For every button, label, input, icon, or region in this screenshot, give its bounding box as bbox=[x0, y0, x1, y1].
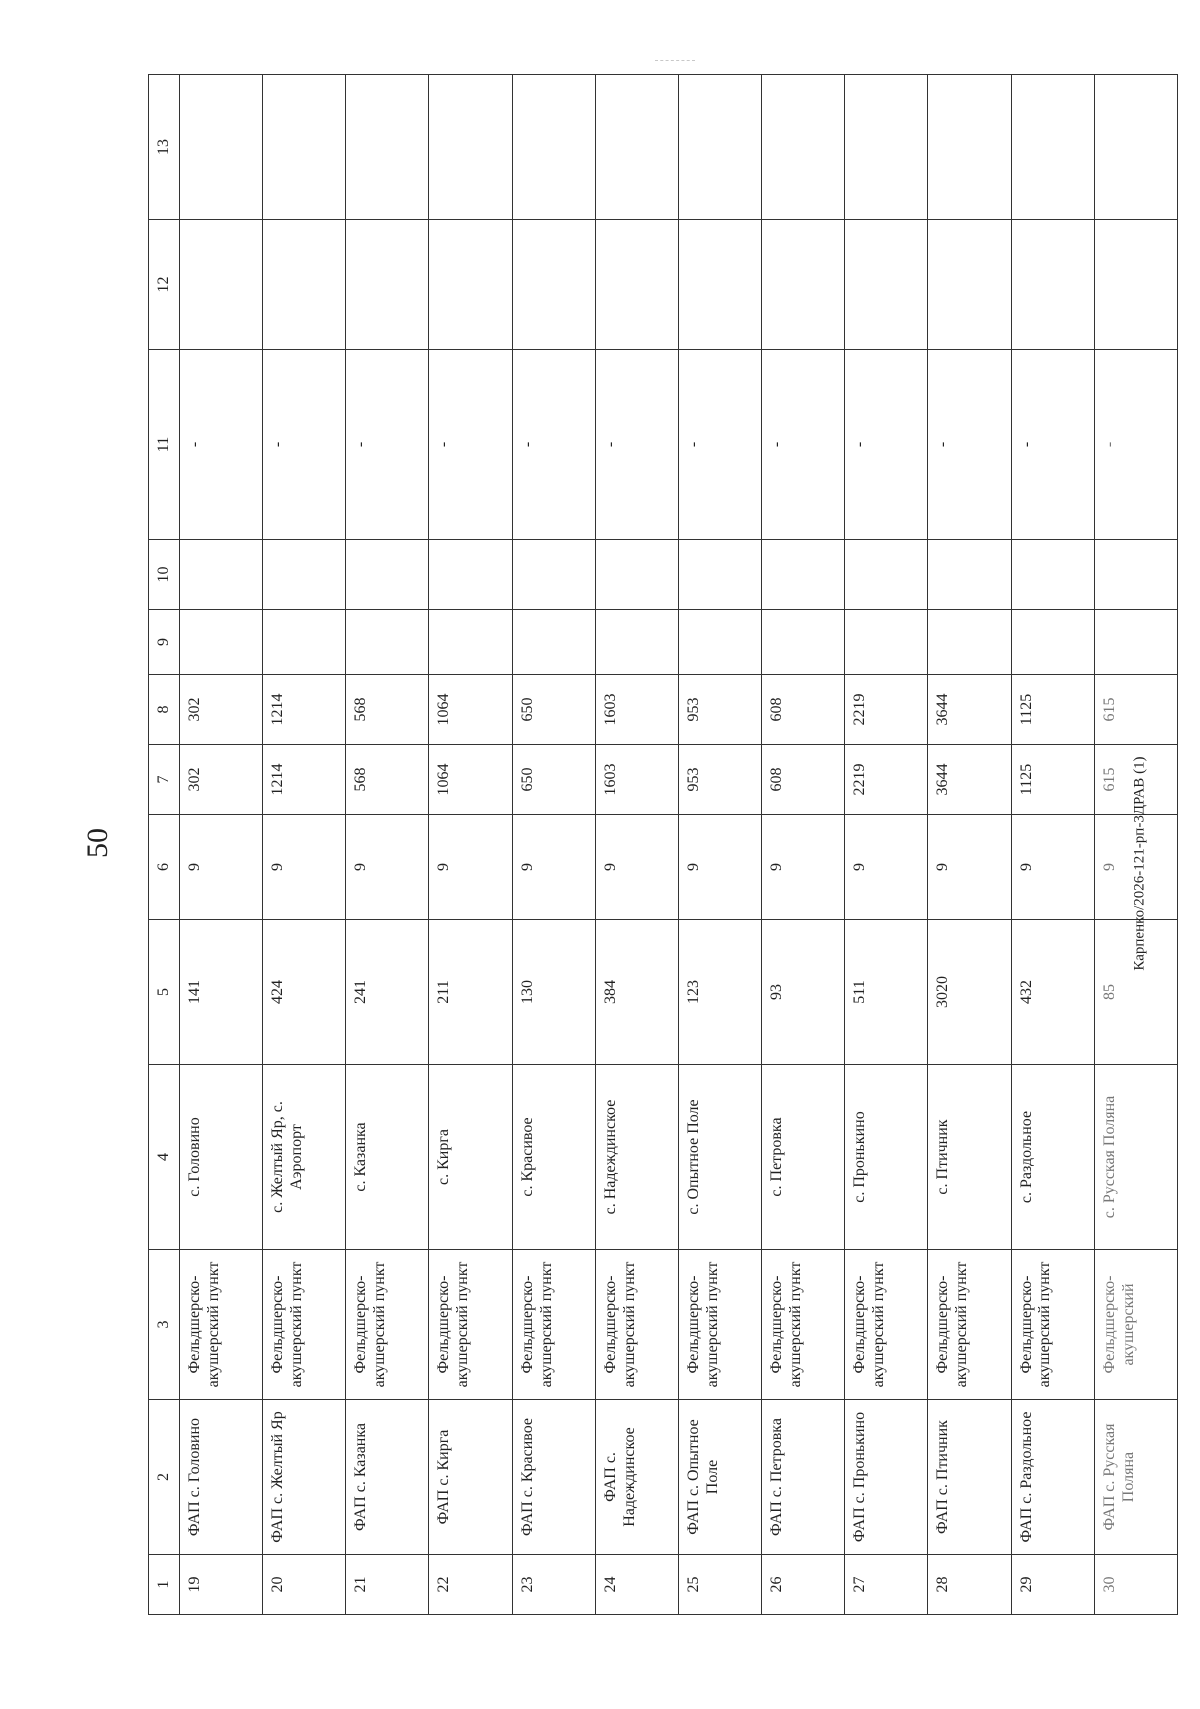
settlement: с. Казанка bbox=[346, 1065, 429, 1250]
cell-value: 953 bbox=[678, 745, 761, 815]
cell-value bbox=[429, 220, 512, 350]
cell-value: 608 bbox=[762, 745, 845, 815]
cell-value bbox=[263, 610, 346, 675]
facility-name: ФАП с. Птичник bbox=[928, 1400, 1011, 1555]
cell-value bbox=[512, 540, 595, 610]
settlement: с. Кирга bbox=[429, 1065, 512, 1250]
settlement: с. Красивое bbox=[512, 1065, 595, 1250]
cell-value: - bbox=[678, 350, 761, 540]
facility-name: ФАП с. Пронькино bbox=[845, 1400, 928, 1555]
column-number: 2 bbox=[149, 1400, 180, 1555]
cell-value bbox=[1094, 75, 1177, 220]
cell-value bbox=[678, 610, 761, 675]
cell-value: - bbox=[346, 350, 429, 540]
column-number: 7 bbox=[149, 745, 180, 815]
facility-type: Фельдшерско-акушерский пункт bbox=[1011, 1250, 1094, 1400]
cell-value: - bbox=[595, 350, 678, 540]
facility-name: ФАП с. Красивое bbox=[512, 1400, 595, 1555]
table-row bbox=[429, 75, 512, 1615]
cell-value bbox=[595, 610, 678, 675]
cell-value: 9 bbox=[1094, 815, 1177, 920]
cell-value: 3020 bbox=[928, 920, 1011, 1065]
row-number: 27 bbox=[845, 1555, 928, 1615]
settlement: с. Пронькино bbox=[845, 1065, 928, 1250]
cell-value: - bbox=[1011, 350, 1094, 540]
cell-value: 241 bbox=[346, 920, 429, 1065]
cell-value bbox=[429, 75, 512, 220]
cell-value: - bbox=[1094, 350, 1177, 540]
facility-type: Фельдшерско-акушерский пункт bbox=[678, 1250, 761, 1400]
facility-type: Фельдшерско-акушерский пункт bbox=[595, 1250, 678, 1400]
cell-value: 93 bbox=[762, 920, 845, 1065]
cell-value bbox=[263, 220, 346, 350]
cell-value: 9 bbox=[762, 815, 845, 920]
cell-value: 650 bbox=[512, 675, 595, 745]
cell-value bbox=[762, 540, 845, 610]
cell-value bbox=[678, 220, 761, 350]
facility-name: ФАП с. Кирга bbox=[429, 1400, 512, 1555]
cell-value bbox=[845, 75, 928, 220]
cell-value: 384 bbox=[595, 920, 678, 1065]
table-row bbox=[1011, 75, 1094, 1615]
cell-value bbox=[595, 220, 678, 350]
row-number: 20 bbox=[263, 1555, 346, 1615]
row-number: 19 bbox=[180, 1555, 263, 1615]
table-row bbox=[928, 75, 1011, 1615]
column-number: 3 bbox=[149, 1250, 180, 1400]
cell-value bbox=[346, 610, 429, 675]
cell-value bbox=[180, 220, 263, 350]
cell-value bbox=[678, 75, 761, 220]
table-rotator bbox=[148, 75, 1178, 1615]
cell-value bbox=[263, 540, 346, 610]
cell-value bbox=[762, 610, 845, 675]
cell-value: 9 bbox=[512, 815, 595, 920]
cell-value: 302 bbox=[180, 745, 263, 815]
facility-name: ФАП с. Раздольное bbox=[1011, 1400, 1094, 1555]
cell-value: 511 bbox=[845, 920, 928, 1065]
cell-value bbox=[928, 75, 1011, 220]
facility-type: Фельдшерско-акушерский пункт bbox=[762, 1250, 845, 1400]
cell-value: 9 bbox=[346, 815, 429, 920]
document-code: Карпенко/2026-121-рп-3ДРАВ (1) bbox=[1131, 756, 1148, 971]
cell-value: 1064 bbox=[429, 675, 512, 745]
row-number: 29 bbox=[1011, 1555, 1094, 1615]
column-number: 4 bbox=[149, 1065, 180, 1250]
cell-value bbox=[346, 75, 429, 220]
cell-value bbox=[180, 75, 263, 220]
cell-value: 953 bbox=[678, 675, 761, 745]
settlement: с. Раздольное bbox=[1011, 1065, 1094, 1250]
column-number: 5 bbox=[149, 920, 180, 1065]
cell-value: 1214 bbox=[263, 675, 346, 745]
facility-type: Фельдшерско-акушерский пункт bbox=[928, 1250, 1011, 1400]
cell-value: 1214 bbox=[263, 745, 346, 815]
table-row bbox=[762, 75, 845, 1615]
row-number: 30 bbox=[1094, 1555, 1177, 1615]
cell-value bbox=[1011, 610, 1094, 675]
cell-value bbox=[512, 610, 595, 675]
cell-value: - bbox=[180, 350, 263, 540]
settlement: с. Головино bbox=[180, 1065, 263, 1250]
cell-value bbox=[263, 75, 346, 220]
table-row bbox=[678, 75, 761, 1615]
cell-value: 9 bbox=[1011, 815, 1094, 920]
cell-value bbox=[928, 610, 1011, 675]
settlement: с. Опытное Поле bbox=[678, 1065, 761, 1250]
cell-value: 9 bbox=[180, 815, 263, 920]
cell-value: 123 bbox=[678, 920, 761, 1065]
table-row bbox=[845, 75, 928, 1615]
facility-type: Фельдшерско-акушерский пункт bbox=[845, 1250, 928, 1400]
cell-value: 9 bbox=[678, 815, 761, 920]
cell-value bbox=[595, 540, 678, 610]
cell-value: 424 bbox=[263, 920, 346, 1065]
cell-value: 3644 bbox=[928, 745, 1011, 815]
cell-value: 3644 bbox=[928, 675, 1011, 745]
cell-value bbox=[762, 220, 845, 350]
facility-type: Фельдшерско-акушерский пункт bbox=[180, 1250, 263, 1400]
cell-value: 1125 bbox=[1011, 675, 1094, 745]
column-number: 12 bbox=[149, 220, 180, 350]
facility-type: Фельдшерско-акушерский пункт bbox=[263, 1250, 346, 1400]
cell-value: 1603 bbox=[595, 745, 678, 815]
column-number: 13 bbox=[149, 75, 180, 220]
cell-value bbox=[1011, 540, 1094, 610]
cell-value: 302 bbox=[180, 675, 263, 745]
cell-value: 1064 bbox=[429, 745, 512, 815]
column-number-row bbox=[149, 75, 180, 1615]
column-number: 6 bbox=[149, 815, 180, 920]
column-number: 10 bbox=[149, 540, 180, 610]
facility-type: Фельдшерско-акушерский bbox=[1094, 1250, 1177, 1400]
cell-value bbox=[845, 610, 928, 675]
cell-value: 2219 bbox=[845, 745, 928, 815]
cell-value bbox=[429, 610, 512, 675]
cell-value bbox=[429, 540, 512, 610]
cell-value: 615 bbox=[1094, 745, 1177, 815]
cell-value: 9 bbox=[928, 815, 1011, 920]
cell-value bbox=[928, 540, 1011, 610]
cell-value: 141 bbox=[180, 920, 263, 1065]
row-number: 21 bbox=[346, 1555, 429, 1615]
cell-value bbox=[346, 540, 429, 610]
row-number: 22 bbox=[429, 1555, 512, 1615]
facility-name: ФАП с. Головино bbox=[180, 1400, 263, 1555]
cell-value bbox=[678, 540, 761, 610]
cell-value: 568 bbox=[346, 675, 429, 745]
cell-value bbox=[845, 220, 928, 350]
facility-name: ФАП с. Петровка bbox=[762, 1400, 845, 1555]
cell-value: 1603 bbox=[595, 675, 678, 745]
cell-value: 9 bbox=[595, 815, 678, 920]
column-number: 1 bbox=[149, 1555, 180, 1615]
cell-value: 9 bbox=[263, 815, 346, 920]
settlement: с. Птичник bbox=[928, 1065, 1011, 1250]
cell-value: 9 bbox=[429, 815, 512, 920]
cell-value: 608 bbox=[762, 675, 845, 745]
facility-name: ФАП с. Надеждинское bbox=[595, 1400, 678, 1555]
cell-value bbox=[845, 540, 928, 610]
cell-value: 615 bbox=[1094, 675, 1177, 745]
settlement: с. Надеждинское bbox=[595, 1065, 678, 1250]
cell-value: 2219 bbox=[845, 675, 928, 745]
table-row bbox=[263, 75, 346, 1615]
cell-value: 568 bbox=[346, 745, 429, 815]
facility-type: Фельдшерско-акушерский пункт bbox=[512, 1250, 595, 1400]
row-number: 28 bbox=[928, 1555, 1011, 1615]
cell-value bbox=[512, 75, 595, 220]
table-row bbox=[595, 75, 678, 1615]
cell-value: - bbox=[263, 350, 346, 540]
facility-type: Фельдшерско-акушерский пункт bbox=[346, 1250, 429, 1400]
row-number: 26 bbox=[762, 1555, 845, 1615]
cell-value: - bbox=[512, 350, 595, 540]
column-number: 9 bbox=[149, 610, 180, 675]
cell-value: 130 bbox=[512, 920, 595, 1065]
row-number: 23 bbox=[512, 1555, 595, 1615]
cell-value: 85 bbox=[1094, 920, 1177, 1065]
cell-value bbox=[180, 540, 263, 610]
row-number: 24 bbox=[595, 1555, 678, 1615]
settlement: с. Петровка bbox=[762, 1065, 845, 1250]
settlement: с. Желтый Яр, с. Аэропорт bbox=[263, 1065, 346, 1250]
cell-value bbox=[1011, 220, 1094, 350]
table-body bbox=[180, 75, 1178, 1615]
cell-value bbox=[762, 75, 845, 220]
facilities-table bbox=[148, 74, 1178, 1615]
facility-type: Фельдшерско-акушерский пункт bbox=[429, 1250, 512, 1400]
facility-name: ФАП с. Желтый Яр bbox=[263, 1400, 346, 1555]
cell-value bbox=[512, 220, 595, 350]
facility-name: ФАП с. Опытное Поле bbox=[678, 1400, 761, 1555]
column-number: 8 bbox=[149, 675, 180, 745]
facility-name: ФАП с. Казанка bbox=[346, 1400, 429, 1555]
table-wrapper bbox=[148, 75, 1178, 1615]
cell-value: 9 bbox=[845, 815, 928, 920]
cell-value: 211 bbox=[429, 920, 512, 1065]
cell-value: - bbox=[429, 350, 512, 540]
cell-value: 1125 bbox=[1011, 745, 1094, 815]
row-number: 25 bbox=[678, 1555, 761, 1615]
cell-value: - bbox=[762, 350, 845, 540]
cell-value: - bbox=[845, 350, 928, 540]
cell-value bbox=[180, 610, 263, 675]
cell-value bbox=[595, 75, 678, 220]
table-row bbox=[512, 75, 595, 1615]
cell-value bbox=[1094, 220, 1177, 350]
cell-value bbox=[346, 220, 429, 350]
settlement: с. Русская Поляна bbox=[1094, 1065, 1177, 1250]
table-row bbox=[346, 75, 429, 1615]
table-row bbox=[180, 75, 263, 1615]
facility-name: ФАП с. Русская Поляна bbox=[1094, 1400, 1177, 1555]
cell-value bbox=[1011, 75, 1094, 220]
cell-value: 432 bbox=[1011, 920, 1094, 1065]
cell-value: - bbox=[928, 350, 1011, 540]
cell-value bbox=[928, 220, 1011, 350]
cell-value: 650 bbox=[512, 745, 595, 815]
page-number: 50 bbox=[81, 828, 114, 858]
column-number: 11 bbox=[149, 350, 180, 540]
